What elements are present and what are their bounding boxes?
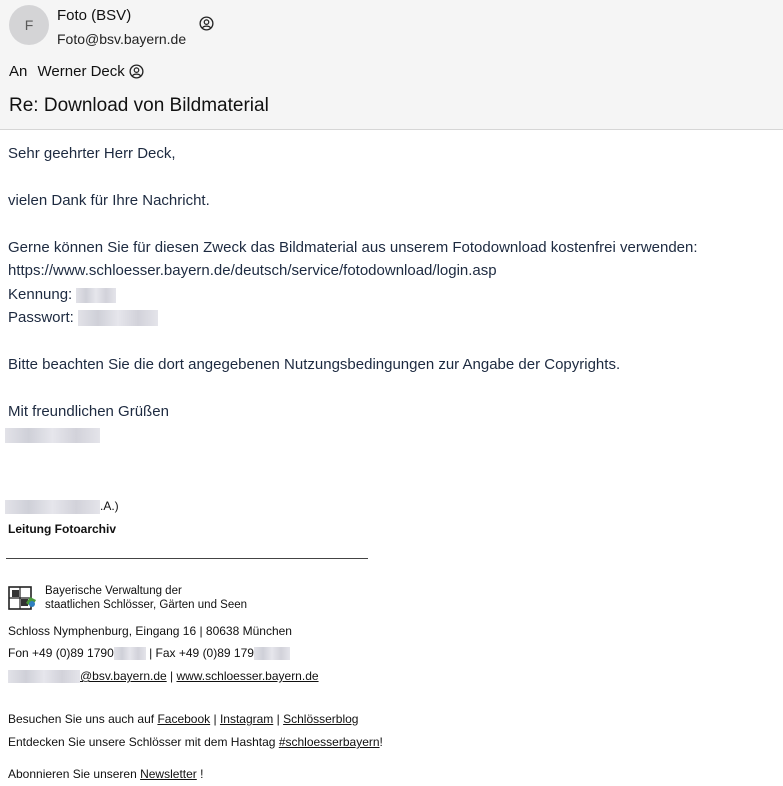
name-suffix: .A.) [100, 499, 119, 513]
separator: | [210, 712, 220, 726]
logo-line-1: Bayerische Verwaltung der [45, 585, 182, 597]
signature-role: Leitung Fotoarchiv [8, 522, 116, 536]
hashtag-text: Entdecken Sie unsere Schlösser mit dem Hashtag [8, 735, 279, 749]
recipient-row [9, 63, 125, 80]
hashtag-end: ! [379, 735, 383, 749]
kennung-label: Kennung: [8, 286, 73, 303]
contact-links-row [8, 669, 319, 683]
sender-email[interactable]: Foto@bsv.bayern.de [57, 31, 187, 47]
download-info: Gerne können Sie für diesen Zweck das Bildmaterial aus unserem Fotodownload kostenfrei verwenden: [8, 239, 698, 256]
website-link[interactable]: www.schloesser.bayern.de [176, 669, 319, 683]
sender-avatar[interactable] [9, 5, 49, 45]
hashtag-link[interactable]: #schloesserbayern [278, 735, 380, 749]
redacted-full-name [5, 500, 100, 514]
newsletter-row [8, 767, 203, 781]
greeting: Sehr geehrter Herr Deck, [8, 145, 176, 162]
recipient-name[interactable]: Werner Deck [37, 63, 125, 80]
fon-label: Fon +49 (0)89 1790 [8, 646, 114, 660]
email-domain-link[interactable]: @bsv.bayern.de [80, 669, 167, 683]
newsletter-link[interactable]: Newsletter [140, 767, 197, 781]
kennung-row [8, 286, 116, 303]
contact-card-icon[interactable] [199, 16, 214, 31]
redacted-passwort [78, 310, 158, 326]
redacted-fon [114, 647, 146, 660]
separator: | [166, 669, 177, 683]
newsletter-text: Abonnieren Sie unseren [8, 767, 141, 781]
avatar-initial: F [24, 17, 34, 33]
signature-divider [6, 558, 368, 559]
copyright-note: Bitte beachten Sie die dort angegebenen Nutzungsbedingungen zur Angabe der Copyrights. [8, 356, 621, 373]
logo-line-2: staatlichen Schlösser, Gärten und Seen [45, 599, 248, 611]
facebook-link[interactable]: Facebook [157, 712, 211, 726]
redacted-fax [254, 647, 290, 660]
recipient-contact-icon[interactable] [129, 64, 144, 79]
email-subject: Re: Download von Bildmaterial [9, 95, 269, 116]
instagram-link[interactable]: Instagram [219, 712, 274, 726]
redacted-email-user [8, 670, 80, 683]
bsv-logo-icon [8, 586, 38, 612]
separator: | [273, 712, 284, 726]
social-row [8, 712, 358, 726]
address: Schloss Nymphenburg, Eingang 16 | 80638 München [8, 624, 292, 638]
visit-text: Besuchen Sie uns auch auf [8, 712, 158, 726]
closing: Mit freundlichen Grüßen [8, 403, 169, 420]
hashtag-row [8, 735, 383, 749]
download-url[interactable]: https://www.schloesser.bayern.de/deutsch/service/fotodownload/login.asp [8, 262, 497, 279]
passwort-label: Passwort: [8, 309, 74, 326]
fax-label: | Fax +49 (0)89 179 [145, 646, 254, 660]
sender-name[interactable]: Foto (BSV) [57, 7, 132, 24]
phone-fax-row [8, 646, 290, 660]
redacted-signature-name [5, 428, 100, 443]
newsletter-end: ! [196, 767, 204, 781]
signature-name-row [5, 499, 119, 514]
redacted-kennung [76, 288, 116, 303]
message-header [0, 0, 783, 130]
blog-link[interactable]: Schlösserblog [283, 712, 359, 726]
passwort-row [8, 309, 158, 326]
to-label: An [9, 63, 28, 80]
thanks-line: vielen Dank für Ihre Nachricht. [8, 192, 210, 209]
